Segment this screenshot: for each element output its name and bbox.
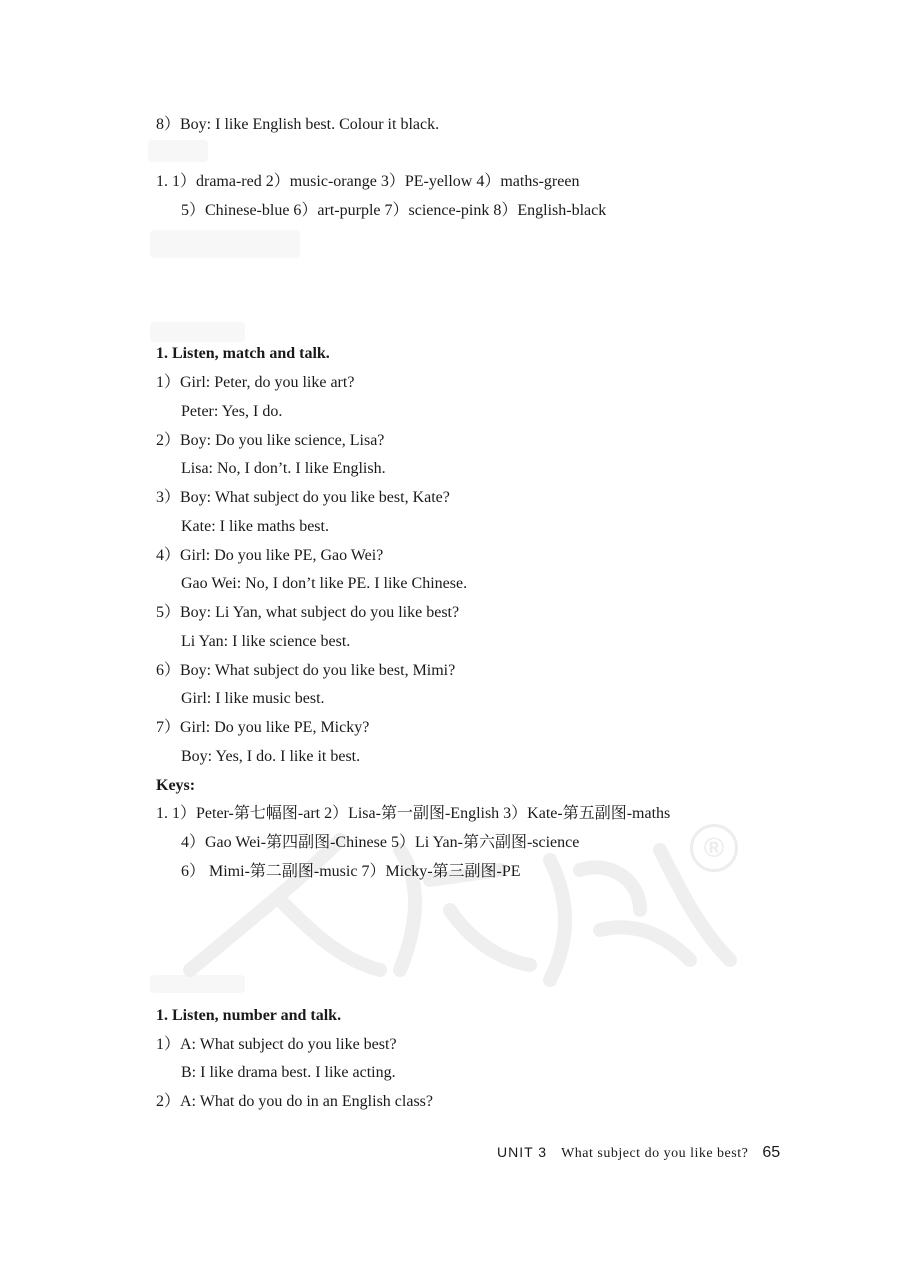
page-number: 65 — [762, 1144, 781, 1161]
dialogue-question: 7）Girl: Do you like PE, Micky? — [156, 719, 370, 736]
registered-mark: ® — [690, 824, 738, 872]
dialogue-line-8: 8）Boy: I like English best. Colour it black. — [156, 116, 440, 133]
keys-label: Keys: — [156, 777, 196, 794]
footer-subtitle: What subject do you like best? — [561, 1146, 749, 1161]
dialogue-answer: Kate: I like maths best. — [181, 518, 329, 535]
dialogue-question: 3）Boy: What subject do you like best, Kate? — [156, 489, 450, 506]
dialogue-answer: B: I like drama best. I like acting. — [181, 1064, 396, 1081]
scan-smudge — [150, 230, 300, 258]
keys-line: 6） Mimi-第二副图-music 7）Micky-第三副图-PE — [181, 863, 521, 880]
dialogue-question: 5）Boy: Li Yan, what subject do you like best? — [156, 604, 460, 621]
dialogue-question: 2）A: What do you do in an English class? — [156, 1093, 434, 1110]
keys-line-2: 5）Chinese-blue 6）art-purple 7）science-pink 8）English-black — [181, 202, 607, 219]
dialogue-answer: Boy: Yes, I do. I like it best. — [181, 748, 361, 765]
section-heading-number: 1. Listen, number and talk. — [156, 1007, 342, 1024]
dialogue-question: 4）Girl: Do you like PE, Gao Wei? — [156, 547, 384, 564]
keys-line: 4）Gao Wei-第四副图-Chinese 5）Li Yan-第六副图-science — [181, 834, 580, 851]
scan-smudge — [150, 322, 245, 342]
dialogue-question: 1）Girl: Peter, do you like art? — [156, 374, 355, 391]
dialogue-question: 2）Boy: Do you like science, Lisa? — [156, 432, 385, 449]
scan-smudge — [150, 975, 245, 993]
section-heading-match: 1. Listen, match and talk. — [156, 345, 330, 362]
dialogue-question: 1）A: What subject do you like best? — [156, 1036, 397, 1053]
dialogue-answer: Girl: I like music best. — [181, 690, 325, 707]
dialogue-answer: Gao Wei: No, I don’t like PE. I like Chinese. — [181, 575, 468, 592]
dialogue-question: 6）Boy: What subject do you like best, Mimi? — [156, 662, 456, 679]
dialogue-answer: Lisa: No, I don’t. I like English. — [181, 460, 386, 477]
dialogue-answer: Peter: Yes, I do. — [181, 403, 283, 420]
footer-unit: UNIT 3 — [497, 1144, 548, 1160]
page-footer — [497, 1142, 780, 1164]
keys-line: 1. 1）Peter-第七幅图-art 2）Lisa-第一副图-English 3）Kate-第五副图-maths — [156, 805, 671, 822]
dialogue-answer: Li Yan: I like science best. — [181, 633, 351, 650]
keys-line-1: 1. 1）drama-red 2）music-orange 3）PE-yellow 4）maths-green — [156, 173, 580, 190]
scan-smudge — [148, 140, 208, 162]
